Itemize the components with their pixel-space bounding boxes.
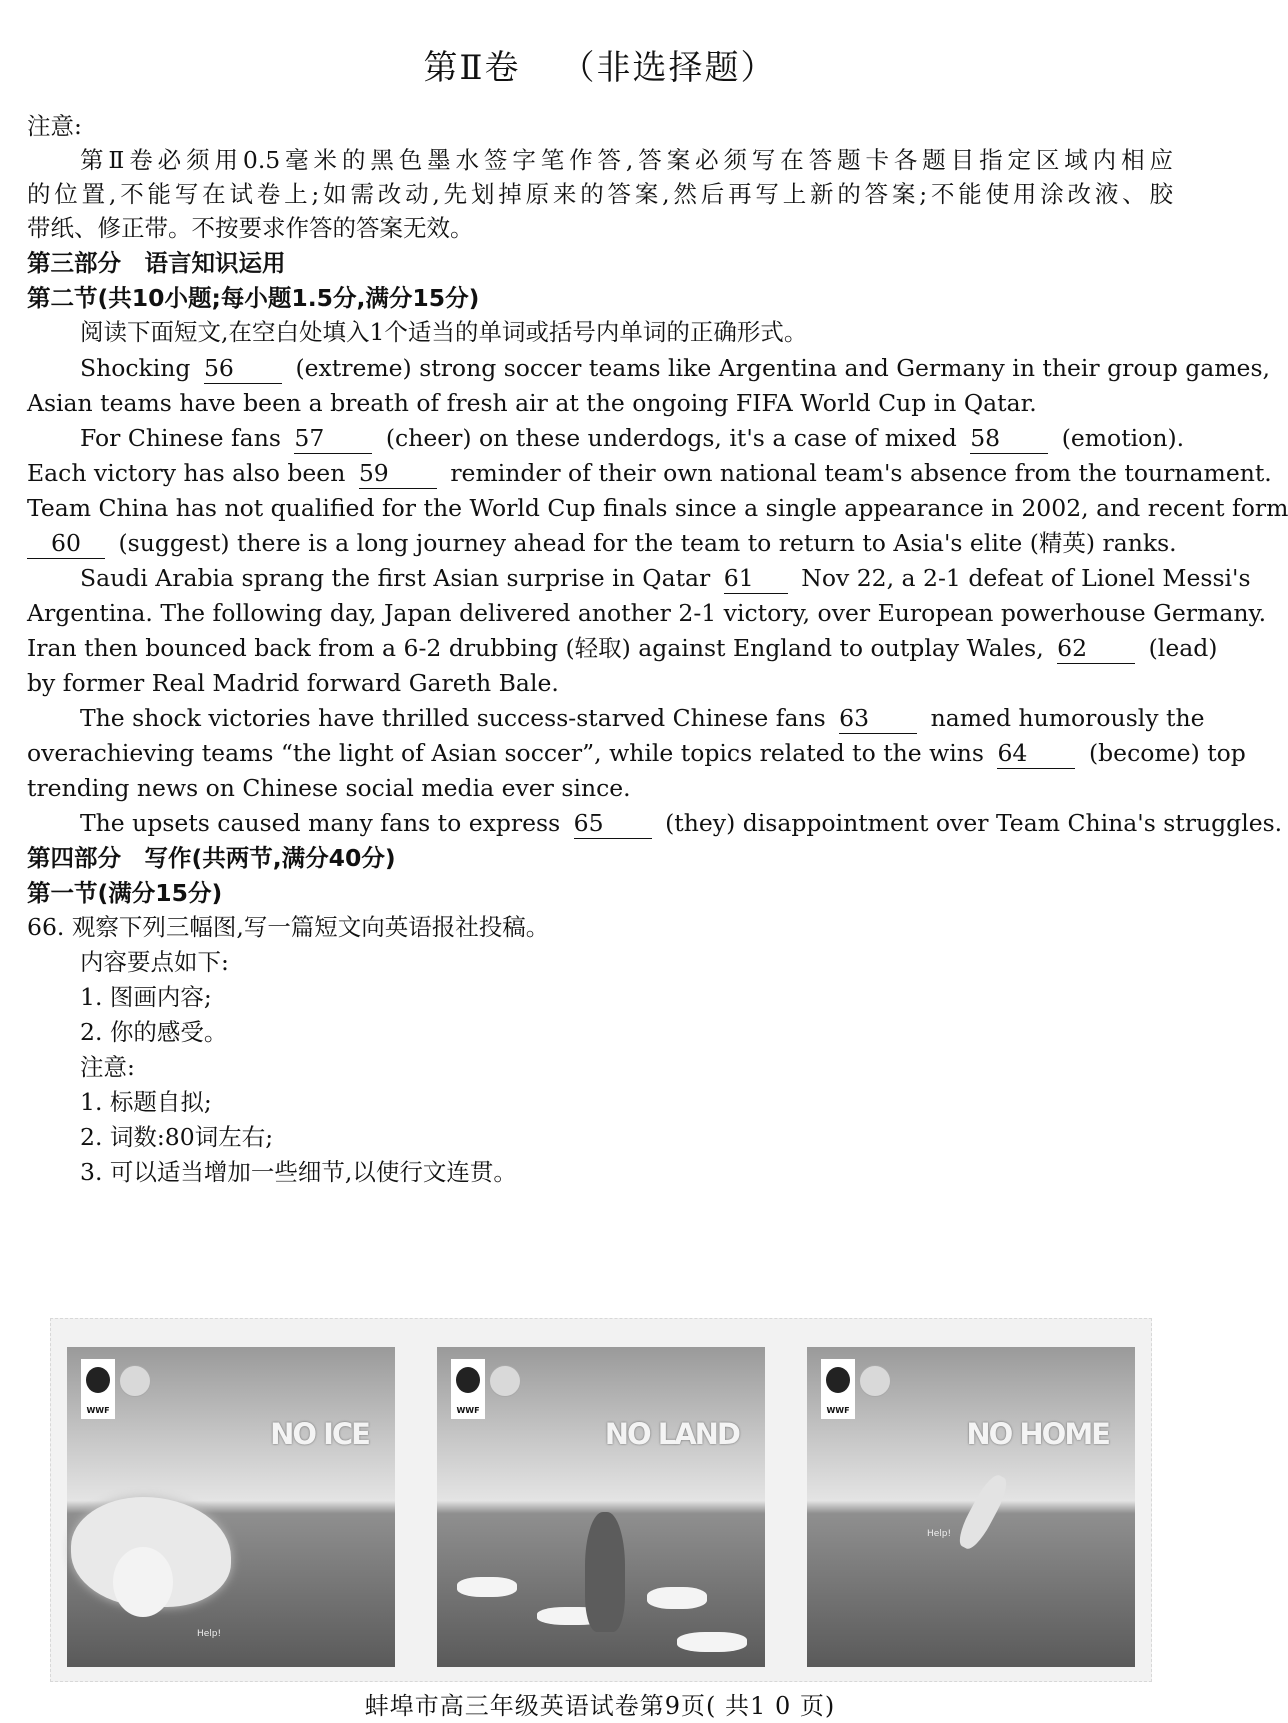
title-type: （非选择题） xyxy=(560,48,777,88)
logo-text: WWF xyxy=(456,1406,480,1415)
passage-line-3 xyxy=(80,419,1185,457)
passage-text: (lead) xyxy=(1148,634,1218,662)
note-2: 2. 词数:80词左右; xyxy=(80,1123,274,1151)
picture-strip xyxy=(50,1318,1152,1682)
wwf-logo xyxy=(821,1359,855,1419)
passage-text: Each victory has also been xyxy=(27,459,346,487)
picture-no-home xyxy=(807,1347,1135,1667)
blank-63: 63 xyxy=(839,703,917,734)
help-text: Help! xyxy=(197,1629,222,1639)
logo-text: WWF xyxy=(826,1406,850,1415)
blank-60: 60 xyxy=(27,528,105,559)
passage-text: For Chinese fans xyxy=(80,424,281,452)
raised-arm-figure xyxy=(954,1471,1013,1553)
passage-text: overachieving teams “the light of Asian soccer”, while topics related to the wins xyxy=(27,739,984,767)
passage-text: (emotion). xyxy=(1061,424,1185,452)
notice-line-3: 带纸、修正带。不按要求作答的答案无效。 xyxy=(27,214,474,242)
note-1: 1. 标题自拟; xyxy=(80,1088,212,1116)
passage-line-6 xyxy=(27,524,1177,562)
part3-instruction: 阅读下面短文,在空白处填入1个适当的单词或括号内单词的正确形式。 xyxy=(80,318,808,346)
passage-line-14 xyxy=(80,804,1283,842)
blank-56: 56 xyxy=(204,353,282,384)
walrus-figure xyxy=(585,1512,625,1632)
passage-text: Nov 22, a 2-1 defeat of Lionel Messi's xyxy=(801,564,1251,592)
part3-section-text: 第二节(共10小题;每小题1.5分,满分15分) xyxy=(27,284,480,312)
notice-line-2: 的位置,不能写在试卷上;如需改动,先划掉原来的答案,然后再写上新的答案;不能使用涂改液、胶 xyxy=(27,180,1173,208)
passage-text: (extreme) strong soccer teams like Argentina and Germany in their group games, xyxy=(295,354,1270,382)
question-66: 66. 观察下列三幅图,写一篇短文向英语报社投稿。 xyxy=(27,913,550,941)
passage-text: Saudi Arabia sprang the first Asian surprise in Qatar xyxy=(80,564,711,592)
part4-heading: 第四部分 写作(共两节,满分40分) xyxy=(27,844,396,872)
passage-text: (they) disappointment over Team China's struggles. xyxy=(665,809,1283,837)
help-text: Help! xyxy=(927,1529,952,1539)
ice-floe xyxy=(457,1577,517,1597)
passage-text: reminder of their own national team's absence from the tournament. xyxy=(450,459,1272,487)
globe-icon xyxy=(119,1365,151,1397)
wwf-logo xyxy=(81,1359,115,1419)
title-part: 第Ⅱ卷 xyxy=(423,48,521,88)
passage-text: The shock victories have thrilled success-starved Chinese fans xyxy=(80,704,826,732)
passage-line-12 xyxy=(27,734,1246,772)
picture-no-land xyxy=(437,1347,765,1667)
passage-text: (suggest) there is a long journey ahead for the team to return to Asia's elite (精英) ranks. xyxy=(118,529,1177,557)
polar-bear-head xyxy=(113,1547,173,1617)
globe-icon xyxy=(489,1365,521,1397)
part4-section: 第一节(满分15分) xyxy=(27,879,223,907)
passage-line-4 xyxy=(27,454,1272,492)
part3-heading: 第三部分 语言知识运用 xyxy=(27,249,286,277)
panda-icon xyxy=(826,1367,850,1393)
points-label: 内容要点如下: xyxy=(80,948,229,976)
passage-line-11 xyxy=(80,699,1205,737)
passage-line-13: trending news on Chinese social media ever since. xyxy=(27,774,631,802)
passage-text: Shocking xyxy=(80,354,191,382)
passage-text: named humorously the xyxy=(930,704,1205,732)
picture-caption: NO ICE xyxy=(270,1417,369,1451)
passage-line-2: Asian teams have been a breath of fresh air at the ongoing FIFA World Cup in Qatar. xyxy=(27,389,1037,417)
picture-caption: NO LAND xyxy=(604,1417,739,1451)
blank-64: 64 xyxy=(997,738,1075,769)
blank-62: 62 xyxy=(1057,633,1135,664)
picture-no-ice xyxy=(67,1347,395,1667)
blank-65: 65 xyxy=(574,808,652,839)
ice-floe xyxy=(647,1587,707,1609)
passage-line-7 xyxy=(80,559,1251,597)
passage-text: (cheer) on these underdogs, it's a case of mixed xyxy=(385,424,957,452)
passage-line-10: by former Real Madrid forward Gareth Bale. xyxy=(27,669,559,697)
passage-line-1 xyxy=(80,349,1270,387)
passage-text: Iran then bounced back from a 6-2 drubbing (轻取) against England to outplay Wales, xyxy=(27,634,1044,662)
note-3: 3. 可以适当增加一些细节,以使行文连贯。 xyxy=(80,1158,517,1186)
point-2: 2. 你的感受。 xyxy=(80,1018,228,1046)
blank-59: 59 xyxy=(359,458,437,489)
passage-line-9 xyxy=(27,629,1218,667)
page-title xyxy=(0,40,1200,89)
point-1: 1. 图画内容; xyxy=(80,983,212,1011)
picture-caption: NO HOME xyxy=(966,1417,1109,1451)
passage-text: (become) top xyxy=(1088,739,1246,767)
passage-text: The upsets caused many fans to express xyxy=(80,809,561,837)
passage-line-5: Team China has not qualified for the World Cup finals since a single appearance in 2002, and recent form xyxy=(27,494,1288,522)
passage-line-8: Argentina. The following day, Japan delivered another 2-1 victory, over European powerhouse Germany. xyxy=(27,599,1267,627)
blank-61: 61 xyxy=(724,563,788,594)
globe-icon xyxy=(859,1365,891,1397)
blank-58: 58 xyxy=(970,423,1048,454)
notice-label: 注意: xyxy=(27,112,82,140)
ice-floe xyxy=(677,1632,747,1652)
notice-line-1: 第Ⅱ卷必须用0.5毫米的黑色墨水签字笔作答,答案必须写在答题卡各题目指定区域内相应 xyxy=(80,146,1173,174)
part3-section xyxy=(27,279,1173,317)
wwf-logo xyxy=(451,1359,485,1419)
panda-icon xyxy=(86,1367,110,1393)
blank-57: 57 xyxy=(294,423,372,454)
notes-label: 注意: xyxy=(80,1053,135,1081)
panda-icon xyxy=(456,1367,480,1393)
page-footer: 蚌埠市高三年级英语试卷第9页( 共1 0 页) xyxy=(364,1692,836,1720)
logo-text: WWF xyxy=(86,1406,110,1415)
